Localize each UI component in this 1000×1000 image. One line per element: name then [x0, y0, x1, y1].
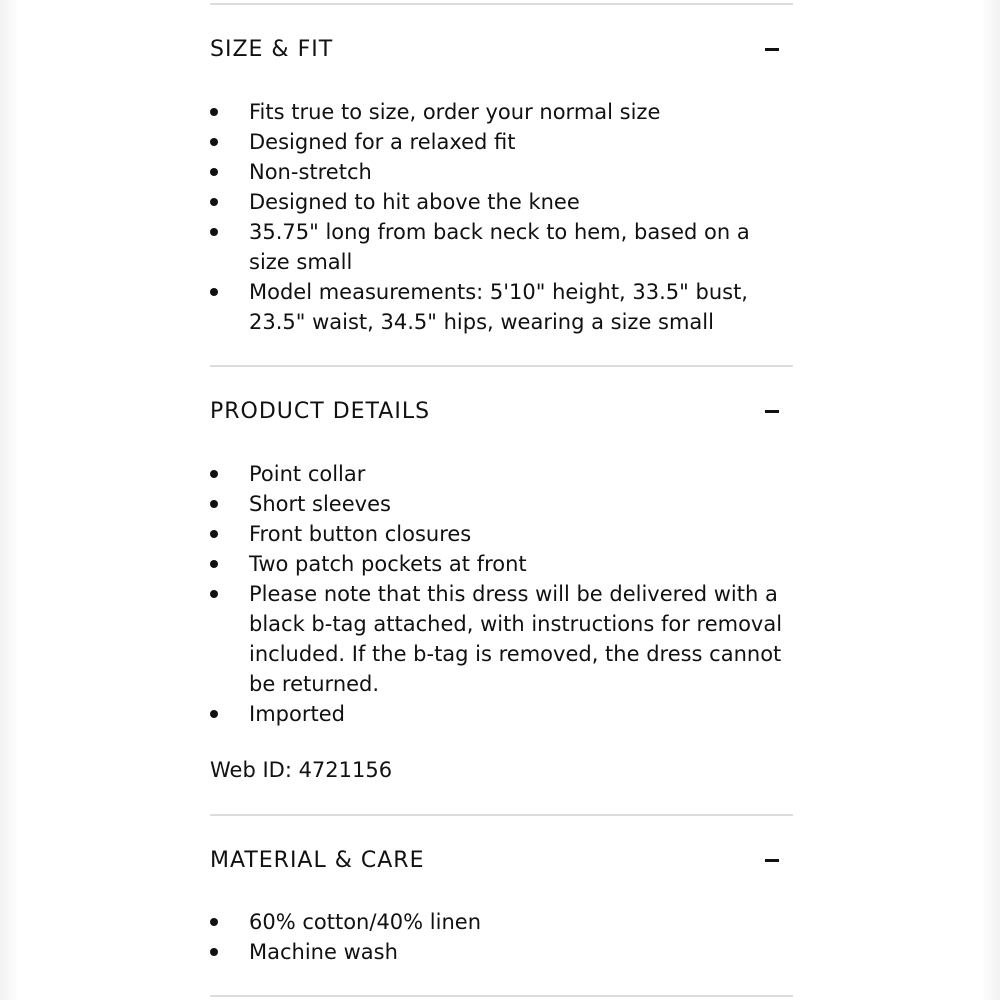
divider-top — [210, 3, 793, 5]
list-item — [210, 519, 793, 549]
product-details-title: PRODUCT DETAILS — [210, 399, 431, 424]
list-item-text: Point collar — [249, 462, 366, 486]
list-item-text: Two patch pockets at front — [249, 552, 527, 576]
collapse-minus-icon[interactable] — [765, 859, 779, 862]
list-item-text: Imported — [249, 702, 345, 726]
divider-material-care — [210, 995, 793, 997]
bullet-icon — [210, 198, 218, 206]
bullet-icon — [210, 948, 218, 956]
list-item — [210, 97, 793, 127]
list-item — [210, 127, 793, 157]
list-item-text: 60% cotton/40% linen — [249, 910, 482, 934]
divider-size-fit — [210, 365, 793, 367]
list-item-text: Designed to hit above the knee — [249, 190, 580, 214]
list-item — [210, 937, 793, 967]
list-item — [210, 907, 793, 937]
list-item-text: Non-stretch — [249, 160, 372, 184]
material-care-list — [210, 907, 793, 967]
list-item — [210, 489, 793, 519]
list-item-text: Short sleeves — [249, 492, 391, 516]
list-item — [210, 459, 793, 489]
bullet-icon — [210, 108, 218, 116]
section-product-details — [210, 392, 793, 729]
list-item — [210, 157, 793, 187]
list-item-text: Fits true to size, order your normal size — [249, 100, 661, 124]
list-item-text: 35.75" long from back neck to hem, based on a size small — [249, 220, 750, 274]
bullet-icon — [210, 228, 218, 236]
accordion-panel — [210, 0, 793, 1000]
bullet-icon — [210, 168, 218, 176]
bullet-icon — [210, 288, 218, 296]
section-size-fit — [210, 30, 793, 337]
material-care-header[interactable] — [210, 841, 793, 881]
collapse-minus-icon[interactable] — [765, 410, 779, 413]
list-item — [210, 579, 793, 699]
list-item-text: Front button closures — [249, 522, 472, 546]
right-edge-shadow — [980, 0, 1000, 1000]
size-fit-list — [210, 97, 793, 337]
list-item-text: Machine wash — [249, 940, 398, 964]
divider-product-details — [210, 814, 793, 816]
size-fit-title: SIZE & FIT — [210, 37, 334, 62]
material-care-title: MATERIAL & CARE — [210, 848, 425, 873]
collapse-minus-icon[interactable] — [765, 48, 779, 51]
bullet-icon — [210, 500, 218, 508]
list-item — [210, 187, 793, 217]
bullet-icon — [210, 138, 218, 146]
list-item — [210, 699, 793, 729]
bullet-icon — [210, 710, 218, 718]
product-details-header[interactable] — [210, 392, 793, 432]
web-id: Web ID: 4721156 — [210, 758, 393, 782]
product-details-list — [210, 459, 793, 729]
bullet-icon — [210, 918, 218, 926]
bullet-icon — [210, 470, 218, 478]
list-item-text: Model measurements: 5'10" height, 33.5" bust, 23.5" waist, 34.5" hips, wearing a size small — [249, 280, 748, 334]
list-item — [210, 549, 793, 579]
bullet-icon — [210, 560, 218, 568]
list-item — [210, 277, 793, 337]
list-item-text: Designed for a relaxed fit — [249, 130, 516, 154]
list-item — [210, 217, 793, 277]
bullet-icon — [210, 590, 218, 598]
size-fit-header[interactable] — [210, 30, 793, 70]
bullet-icon — [210, 530, 218, 538]
left-edge-shadow — [0, 0, 20, 1000]
section-material-care — [210, 841, 793, 967]
list-item-text: Please note that this dress will be delivered with a black b-tag attached, with instructions for removal included. If the b-tag is removed, the dress cannot be returned. — [249, 582, 783, 696]
